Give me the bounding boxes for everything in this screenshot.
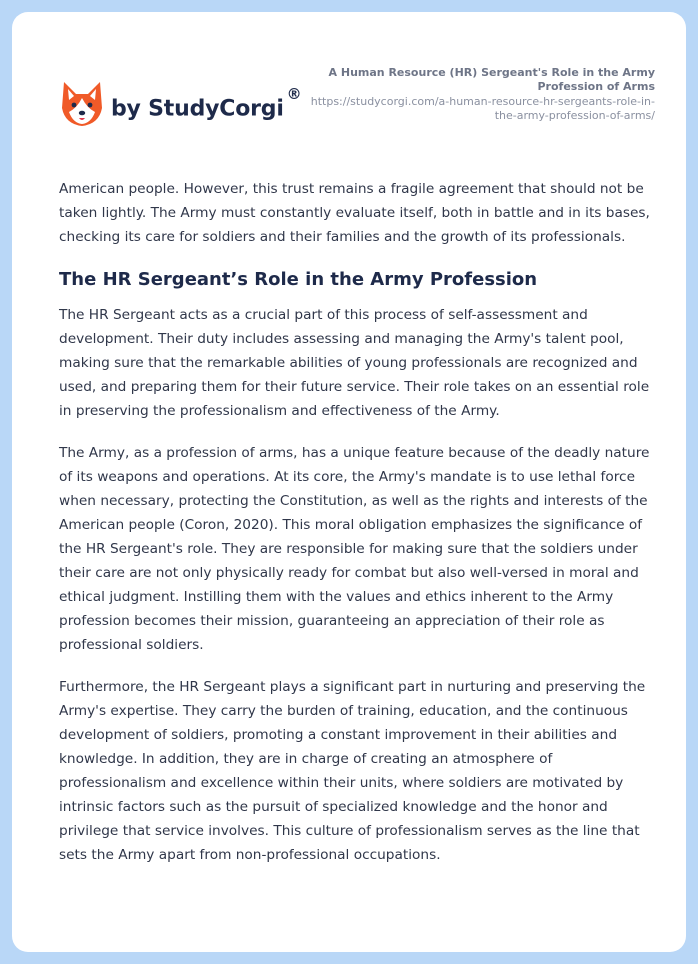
source-url[interactable]: https://studycorgi.com/a-human-resource-hr-sergeants-role-in-the-army-profession-of-arms/: [310, 95, 655, 122]
registered-mark: ®: [286, 84, 302, 103]
page-header: [12, 12, 686, 162]
body-paragraph: The HR Sergeant acts as a crucial part of this process of self-assessment and development. Their duty includes assessing and managing the Army's talent pool, making sure that the remarkable abilities of young professionals are recognized and used, and preparing them for their future service. Their role takes on an essential role in preserving the professionalism and effectiveness of the Army.: [59, 307, 650, 419]
source-info: [295, 66, 655, 123]
document-page: [12, 12, 686, 952]
section-heading: The HR Sergeant’s Role in the Army Profession: [59, 269, 538, 290]
body-paragraph: The Army, as a profession of arms, has a unique feature because of the deadly nature of its weapons and operations. At its core, the Army's mandate is to use lethal force when necessary, protecting the Constitution, as well as the rights and interests of the American people (Coron, 2020). This moral obligation emphasizes the significance of the HR Sergeant's role. They are responsible for making sure that the soldiers under their care are not only physically ready for combat but also well-versed in moral and ethical judgment. Instilling them with the values and ethics inherent to the Army profession becomes their mission, guaranteeing an appreciation of their role as professional soldiers.: [59, 445, 650, 653]
article-body: [59, 177, 659, 885]
source-title: A Human Resource (HR) Sergeant's Role in the Army Profession of Arms: [328, 66, 655, 93]
corgi-icon: [61, 80, 103, 128]
brand-name: by StudyCorgi®: [111, 84, 302, 122]
intro-paragraph: American people. However, this trust remains a fragile agreement that should not be taken lightly. The Army must constantly evaluate itself, both in battle and in its bases, checking its care for soldiers and their families and the growth of its professionals.: [59, 181, 650, 245]
studycorgi-logo[interactable]: [61, 76, 301, 132]
body-paragraph: Furthermore, the HR Sergeant plays a significant part in nurturing and preserving the Army's expertise. They carry the burden of training, education, and the continuous development of soldiers, promoting a constant improvement in their abilities and knowledge. In addition, they are in charge of creating an atmosphere of professionalism and excellence within their units, where soldiers are motivated by intrinsic factors such as the pursuit of specialized knowledge and the honor and privilege that service involves. This culture of professionalism serves as the line that sets the Army apart from non-professional occupations.: [59, 679, 646, 863]
